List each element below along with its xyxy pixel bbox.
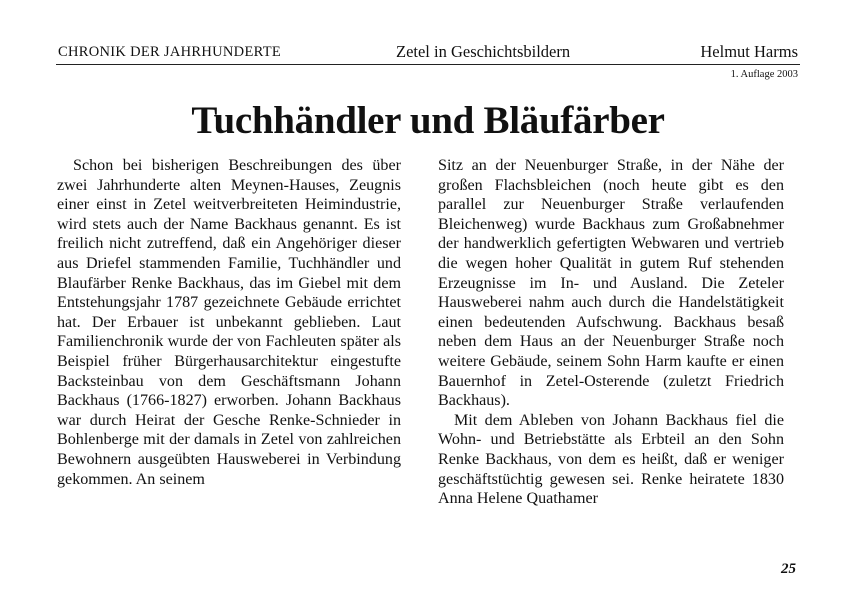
page-title: Tuchhändler und Bläufärber bbox=[191, 99, 665, 142]
page-number: 25 bbox=[781, 561, 796, 577]
left-column bbox=[57, 156, 401, 489]
paragraph: Schon bei bisherigen Beschreibungen des über zwei Jahrhunderte alten Meynen-Hauses, Zeugnis einer einst in Zetel weitverbreiteten Heimindustrie, wird stets auch der Name Backhaus genannt. Es ist freilich nicht zutreffend, daß ein Angehöriger dieser aus Driefel stammenden Familie, Tuchhändler und Blaufärber Renke Backhaus, das im Giebel mit dem Entstehungsjahr 1787 gezeichnete Gebäude errichtet hat. Der Erbauer ist unbekannt geblieben. Laut Familienchronik wurde der von Fachleuten später als Beispiel früher Bürgerhausarchitektur eingestufte Backsteinbau von dem Geschäftsmann Johann Backhaus (1766-1827) erworben. Johann Backhaus war durch Heirat der Gesche Renke-Schnieder in Bohlenberge mit der damals in Zetel von zahlreichen Bewohnern ausgeübten Hausweberei in Verbindung gekommen. An seinem bbox=[57, 157, 401, 488]
author-name: Helmut Harms bbox=[700, 42, 798, 61]
paragraph: Sitz an der Neuenburger Straße, in der Nähe der großen Flachsbleichen (noch heute gibt es den parallel zur Neuenburger Straße verlaufenden Bleichenweg) wurde Backhaus zum Großabnehmer der handwerklich gefertigten Webwaren und vertrieb die wegen hoher Qualität in gutem Ruf stehenden Erzeugnisse im In- und Ausland. Die Zeteler Hausweberei nahm auch durch die Handelstätigkeit einen bedeutenden Aufschwung. Backhaus besaß neben dem Haus an der Neuenburger Straße noch weitere Gebäude, seinem Sohn Harm kaufte er einen Bauernhof in Zetel-Osterende (zuletzt Friedrich Backhaus). bbox=[438, 157, 784, 410]
edition-note: 1. Auflage 2003 bbox=[730, 69, 798, 80]
paragraph: Mit dem Ableben von Johann Backhaus fiel die Wohn- und Betriebstätte als Erbteil an den Sohn Renke Backhaus, von dem es heißt, daß er weniger geschäftstüchtig gewesen sei. Renke heiratete 1830 Anna Helene Quathamer bbox=[438, 411, 784, 508]
right-column bbox=[438, 156, 784, 509]
running-header bbox=[56, 40, 800, 65]
book-series-title: CHRONIK DER JAHRHUNDERTE bbox=[58, 44, 282, 60]
book-title: Zetel in Geschichtsbildern bbox=[396, 42, 571, 61]
